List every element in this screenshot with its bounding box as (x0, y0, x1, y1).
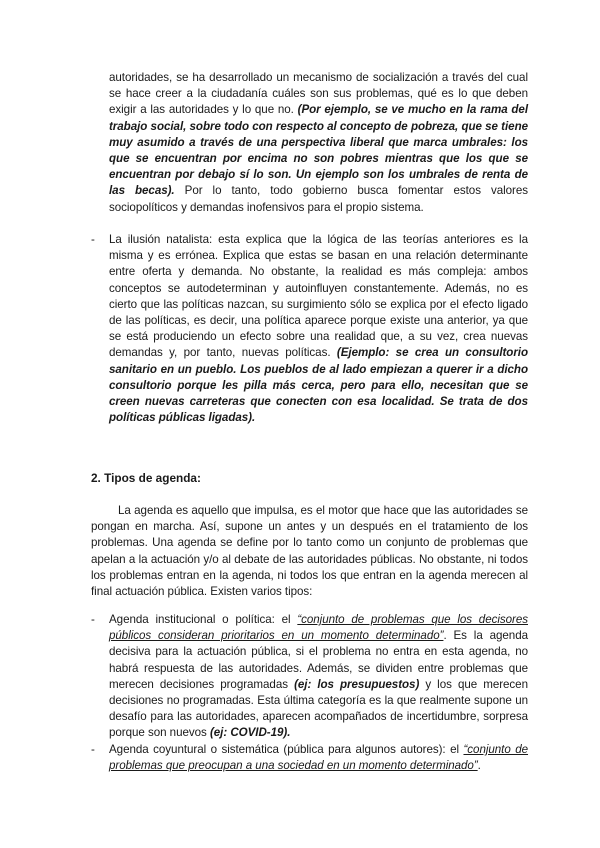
example-text: (Por ejemplo, se ve mucho en la rama del trabajo social, sobre todo con respecto al concepto de pobreza, que se tiene muy asumido a través de una perspectiva liberal que marca umbrales: los que se encuentran por encima no son pobres mientras que los que se encuentran por debajo sí lo son. Un ejemplo son los umbrales de renta de las becas). (109, 103, 529, 198)
list-dash: - (91, 233, 95, 246)
list-dash: - (91, 613, 95, 626)
section-heading: 2. Tipos de agenda: (91, 471, 201, 485)
list-item-body (109, 232, 528, 426)
example-text: (Ejemplo: se crea un consultorio sanitario en un pueblo. Los pueblos de al lado empiezan a querer ir a dicho consultorio porque les pilla más cerca, pero para ello, necesitan que se creen nuevas carreteras que conecten con esa localidad. Se trata de dos políticas públicas ligadas). (109, 346, 528, 425)
section-paragraph: La agenda es aquello que impulsa, es el motor que hace que las autoridades se pongan en marcha. Así, supone un antes y un después en el tratamiento de los problemas. Una agenda se define por lo tanto como un conjunto de problemas que apelan a la actuación y/o al debate de las autoridades públicas. No obstante, ni todos los problemas entran en la agenda, ni todos los que entran en la agenda merecen al final actuación pública. Existen varios tipos: (91, 504, 528, 599)
example-text: (ej: los presupuestos) (294, 677, 420, 691)
body-text: Agenda coyuntural o sistemática (pública para algunos autores): el (109, 743, 464, 756)
list-item (91, 232, 528, 426)
body-text: . (477, 759, 481, 773)
body-text: La ilusión natalista: esta explica que la lógica de las teorías anteriores es la misma y es errónea. Explica que estas se basan en una relación determinante entre oferta y demanda. No obstante, la realidad es más compleja: ambos conceptos se autodeterminan y autoinfluyen constantemente. Además, no es cierto que las políticas nazcan, su surgimiento sólo se explica por el efecto ligado de las políticas, es decir, una política aparece porque existe una anterior, ya que se está produciendo un efecto sobre una realidad que, a su vez, crea nuevas demandas y, por tanto, nuevas políticas. (109, 233, 528, 360)
example-text: (ej: COVID-19). (209, 726, 291, 740)
list-item-body (109, 742, 528, 774)
list-dash: - (91, 743, 95, 756)
list-item (91, 612, 528, 742)
body-text: Agenda institucional o política: el (109, 613, 298, 626)
body-text: . Es la agenda decisiva para la actuación pública, si el problema no entra en esta agenda, no habrá respuesta de las autoridades. Además, se dividen entre problemas que merecen decisiones programadas (109, 629, 528, 691)
list-item-body (109, 612, 528, 742)
continued-list-text (109, 70, 528, 216)
body-text: y los que merecen decisiones no programadas. Esta última categoría es la que realmente supone un desafío para las autoridades, aparecen acompañados de incertidumbre, sorpresa porque son nuevos (109, 677, 528, 740)
quoted-definition: “conjunto de problemas que los decisores públicos consideran prioritarios en un momento determinado” (109, 613, 528, 643)
list-item (91, 742, 528, 774)
quoted-definition: “conjunto de problemas que preocupan a una sociedad en un momento determinado” (109, 743, 529, 773)
body-text: Por lo tanto, todo gobierno busca fomentar estos valores sociopolíticos y demandas inofensivos para el propio sistema. (109, 184, 528, 214)
body-text: autoridades, se ha desarrollado un mecanismo de socialización a través del cual se hace creer a la ciudadanía cuáles son sus problemas, qué es lo que deben exigir a las autoridades y lo que no. (109, 71, 528, 117)
